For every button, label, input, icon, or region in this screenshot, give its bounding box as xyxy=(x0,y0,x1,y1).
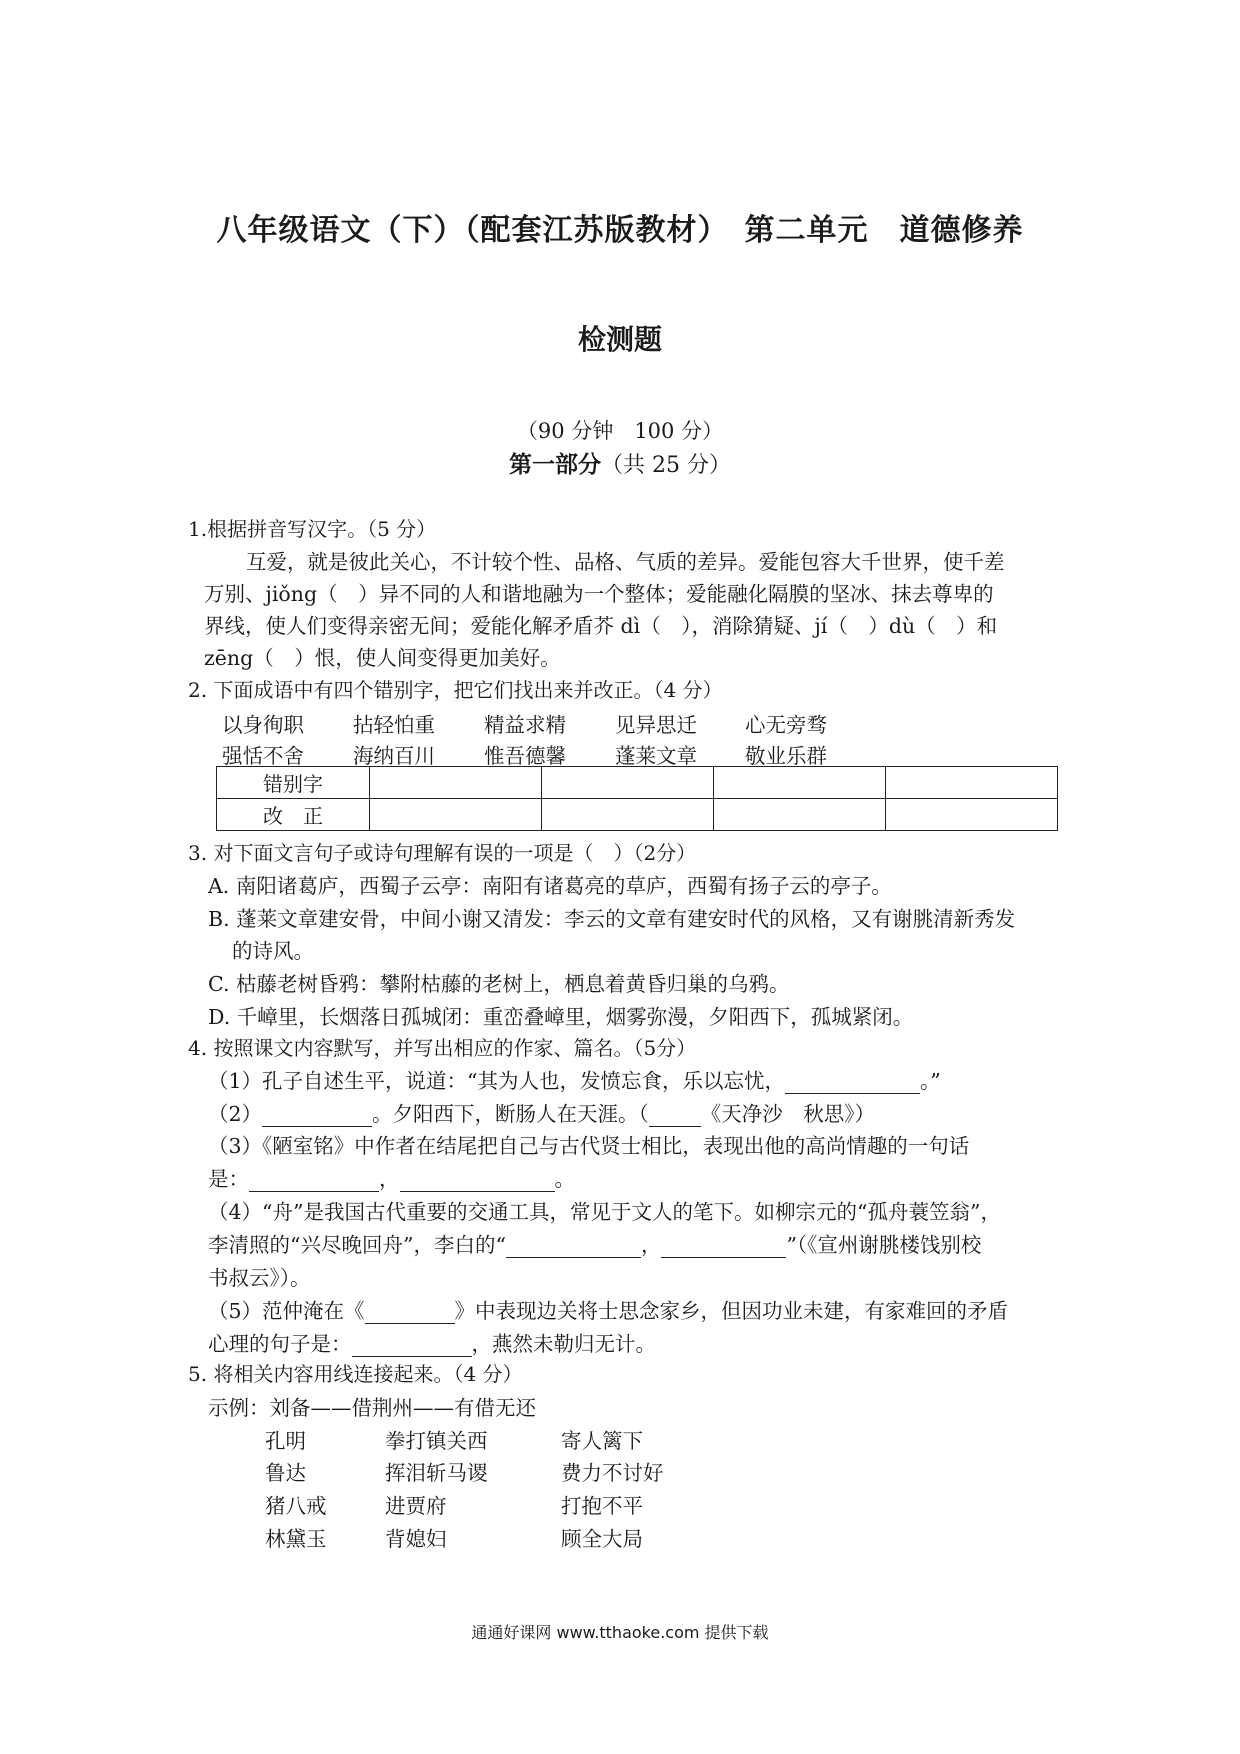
table-row xyxy=(217,799,1058,831)
q1-line: 界线，使人们变得亲密无间；爱能化解矛盾芥 dì（ ），消除猜疑、jí（ ）dù（ ）和 xyxy=(204,614,998,638)
q1-line: 万别、jiǒng（ ）异不同的人和谐地融为一个整体；爱能融化隔膜的坚冰、抹去尊卑的 xyxy=(204,582,994,606)
table-label-correct: 改 正 xyxy=(217,799,370,831)
q4-item-3-cont xyxy=(208,1162,575,1192)
list-item[interactable]: 猪八戒 xyxy=(265,1494,327,1518)
q4-text: 。” xyxy=(920,1069,941,1093)
part-score: （共 25 分） xyxy=(601,453,731,478)
q4-text: ， xyxy=(379,1167,400,1191)
answer-cell[interactable] xyxy=(714,799,886,831)
q3-option-a: A. 南阳诸葛庐，西蜀子云亭：南阳有诸葛亮的草庐，西蜀有扬子云的亭子。 xyxy=(208,874,892,898)
part-title: 第一部分 xyxy=(509,452,601,478)
idiom: 见异思迁 xyxy=(615,713,697,737)
q4-item-2 xyxy=(208,1097,875,1127)
page-subtitle: 检测题 xyxy=(577,323,662,356)
answer-table xyxy=(216,766,1058,831)
q4-text: （4）“舟”是我国古代重要的交通工具，常见于文人的笔下。如柳宗元的“孤舟蓑笠翁”， xyxy=(208,1200,1001,1224)
q5-example: 示例：刘备——借荆州——有借无还 xyxy=(208,1396,536,1420)
q4-text: 心理的句子是： xyxy=(208,1332,352,1356)
q4-text: 《天净沙 秋思》） xyxy=(700,1102,876,1126)
q4-text: 书叔云》）。 xyxy=(208,1266,311,1290)
q4-item-4 xyxy=(208,1195,1001,1225)
answer-cell[interactable] xyxy=(542,767,714,799)
idiom: 蓬莱文章 xyxy=(615,744,697,768)
answer-blank[interactable] xyxy=(785,1073,920,1094)
idiom: 惟吾德馨 xyxy=(484,744,566,768)
q2-title: 2. 下面成语中有四个错别字，把它们找出来并改正。（4 分） xyxy=(188,678,723,702)
table-label-wrong: 错别字 xyxy=(217,767,370,799)
q4-text: （3）《陋室铭》中作者在结尾把自己与古代贤士相比，表现出他的高尚情趣的一句话 xyxy=(208,1134,970,1158)
table-row xyxy=(217,767,1058,799)
q4-text: 。 xyxy=(554,1167,575,1191)
q3-option-b: B. 蓬莱文章建安骨，中间小谢又清发：李云的文章有建安时代的风格，又有谢朓清新秀发 xyxy=(208,907,1016,931)
q4-item-4-cont xyxy=(208,1228,981,1258)
answer-cell[interactable] xyxy=(886,799,1058,831)
time-score: （90 分钟 100 分） xyxy=(516,419,724,443)
idiom: 以身徇职 xyxy=(222,713,304,737)
answer-blank[interactable] xyxy=(262,1106,372,1127)
answer-cell[interactable] xyxy=(370,799,542,831)
idiom: 敬业乐群 xyxy=(745,744,827,768)
idiom: 强恬不舍 xyxy=(222,744,304,768)
answer-cell[interactable] xyxy=(370,767,542,799)
list-item[interactable]: 挥泪斩马谡 xyxy=(385,1461,488,1485)
list-item[interactable]: 顾全大局 xyxy=(561,1527,643,1551)
q1-line: zēng（ ）恨，使人间变得更加美好。 xyxy=(204,646,561,670)
q4-text: （5）范仲淹在《 xyxy=(208,1299,365,1323)
answer-blank[interactable] xyxy=(661,1237,786,1258)
list-item[interactable]: 费力不讨好 xyxy=(561,1461,664,1485)
idiom: 海纳百川 xyxy=(353,744,435,768)
q4-title: 4. 按照课文内容默写，并写出相应的作家、篇名。（5分） xyxy=(188,1036,697,1060)
answer-cell[interactable] xyxy=(714,767,886,799)
q3-option-c: C. 枯藤老树昏鸦：攀附枯藤的老树上，栖息着黄昏归巢的乌鸦。 xyxy=(208,972,790,996)
list-item[interactable]: 背媳妇 xyxy=(385,1527,447,1551)
q4-text: （1）孔子自述生平，说道：“其为人也，发愤忘食，乐以忘忧， xyxy=(208,1069,786,1093)
idiom: 精益求精 xyxy=(484,713,566,737)
q4-text: 是： xyxy=(208,1167,249,1191)
q5-title: 5. 将相关内容用线连接起来。（4 分） xyxy=(188,1362,523,1386)
answer-cell[interactable] xyxy=(886,767,1058,799)
idiom: 心无旁骛 xyxy=(745,713,827,737)
page-title: 八年级语文（下）（配套江苏版教材） 第二单元 道德修养 xyxy=(216,213,1024,248)
answer-cell[interactable] xyxy=(542,799,714,831)
q3-option-d: D. 千嶂里，长烟落日孤城闭：重峦叠嶂里，烟雾弥漫，夕阳西下，孤城紧闭。 xyxy=(208,1005,914,1029)
q3-option-b-cont: 的诗风。 xyxy=(232,939,314,963)
idiom: 拈轻怕重 xyxy=(353,713,435,737)
q4-text: ， xyxy=(640,1233,662,1257)
list-item[interactable]: 孔明 xyxy=(265,1429,306,1453)
q4-item-3 xyxy=(208,1129,969,1159)
q4-text: 》中表现边关将士思念家乡，但因功业未建，有家难回的矛盾 xyxy=(454,1299,1009,1323)
q3-title: 3. 对下面文言句子或诗句理解有误的一项是（ ）（2分） xyxy=(188,841,697,865)
answer-blank[interactable] xyxy=(400,1171,555,1192)
answer-blank[interactable] xyxy=(249,1171,379,1192)
page-footer: 通通好课网 www.tthaoke.com 提供下载 xyxy=(471,1623,769,1642)
list-item[interactable]: 打抱不平 xyxy=(561,1494,643,1518)
q4-text: ”（《宣州谢朓楼饯别校 xyxy=(786,1233,982,1257)
q4-text: 。夕阳西下，断肠人在天涯。（ xyxy=(372,1102,649,1126)
answer-blank[interactable] xyxy=(352,1336,472,1357)
list-item[interactable]: 寄人篱下 xyxy=(561,1429,643,1453)
list-item[interactable]: 进贾府 xyxy=(385,1494,447,1518)
q4-item-4-end xyxy=(208,1261,311,1291)
part-heading xyxy=(0,446,1240,479)
q1-title: 1.根据拼音写汉字。（5 分） xyxy=(188,517,437,541)
q4-text: 李清照的“兴尽晚回舟”，李白的“ xyxy=(208,1233,506,1257)
answer-blank[interactable] xyxy=(365,1303,455,1324)
q4-item-1 xyxy=(208,1064,941,1094)
q1-line: 互爱，就是彼此关心，不计较个性、品格、气质的差异。爱能包容大千世界，使千差 xyxy=(246,550,1005,574)
q4-text: （2） xyxy=(208,1102,263,1126)
q4-item-5-cont xyxy=(208,1327,656,1357)
list-item[interactable]: 林黛玉 xyxy=(265,1527,327,1551)
answer-blank[interactable] xyxy=(506,1237,641,1258)
answer-blank[interactable] xyxy=(649,1106,701,1127)
q4-item-5 xyxy=(208,1294,1008,1324)
q4-text: ，燕然未勒归无计。 xyxy=(471,1332,656,1356)
list-item[interactable]: 拳打镇关西 xyxy=(385,1429,488,1453)
list-item[interactable]: 鲁达 xyxy=(265,1461,306,1485)
